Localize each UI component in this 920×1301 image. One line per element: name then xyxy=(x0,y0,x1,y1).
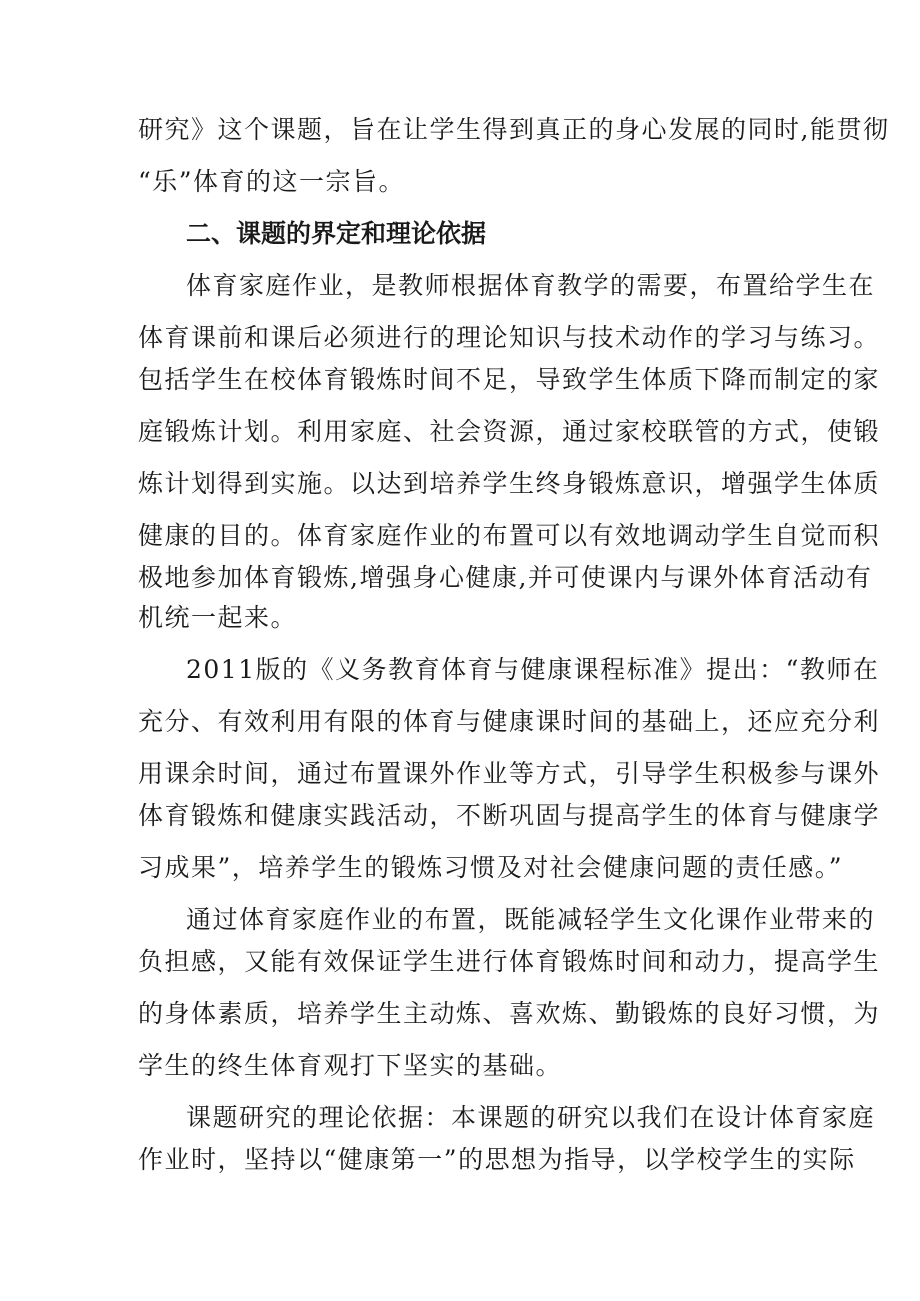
paragraph-line: 体育课前和课后必须进行的理论知识与技术动作的学习与练习。 xyxy=(138,323,881,352)
paragraph-line: 包括学生在校体育锻炼时间不足，导致学生体质下降而制定的家 xyxy=(138,365,881,394)
paragraph-line: “乐”体育的这一宗旨。 xyxy=(138,167,406,196)
paragraph-line: 庭锻炼计划。利用家庭、社会资源，通过家校联管的方式，使锻 xyxy=(138,417,881,446)
paragraph-line: 2011版的《义务教育体育与健康课程标准》提出：“教师在 xyxy=(186,655,880,684)
paragraph-line: 作业时，坚持以“健康第一”的思想为指导，以学校学生的实际 xyxy=(138,1145,856,1174)
paragraph-line: 机统一起来。 xyxy=(138,603,298,632)
paragraph-line: 研究》这个课题，旨在让学生得到真正的身心发展的同时,能贯彻 xyxy=(138,115,890,144)
section-heading: 二、课题的界定和理论依据 xyxy=(186,219,487,248)
paragraph-line: 体育家庭作业，是教师根据体育教学的需要，布置给学生在 xyxy=(186,271,876,300)
paragraph-line: 充分、有效利用有限的体育与健康课时间的基础上，还应充分利 xyxy=(138,707,881,736)
paragraph-line: 体育锻炼和健康实践活动，不断巩固与提高学生的体育与健康学 xyxy=(138,801,881,830)
paragraph-line: 通过体育家庭作业的布置，既能减轻学生文化课作业带来的 xyxy=(186,905,876,934)
paragraph-line: 健康的目的。体育家庭作业的布置可以有效地调动学生自觉而积 xyxy=(138,521,881,550)
paragraph-line: 用课余时间，通过布置课外作业等方式，引导学生积极参与课外 xyxy=(138,759,881,788)
paragraph-line: 习成果”，培养学生的锻炼习惯及对社会健康问题的责任感。” xyxy=(138,853,844,882)
paragraph-line: 的身体素质，培养学生主动炼、喜欢炼、勤锻炼的良好习惯，为 xyxy=(138,999,881,1028)
paragraph-line: 课题研究的理论依据：本课题的研究以我们在设计体育家庭 xyxy=(186,1103,876,1132)
paragraph-line: 负担感，又能有效保证学生进行体育锻炼时间和动力，提高学生 xyxy=(138,947,881,976)
paragraph-line: 极地参加体育锻炼,增强身心健康,并可使课内与课外体育活动有 xyxy=(138,563,873,592)
paragraph-line: 炼计划得到实施。以达到培养学生终身锻炼意识，增强学生体质 xyxy=(138,469,881,498)
paragraph-line: 学生的终生体育观打下坚实的基础。 xyxy=(138,1051,563,1080)
